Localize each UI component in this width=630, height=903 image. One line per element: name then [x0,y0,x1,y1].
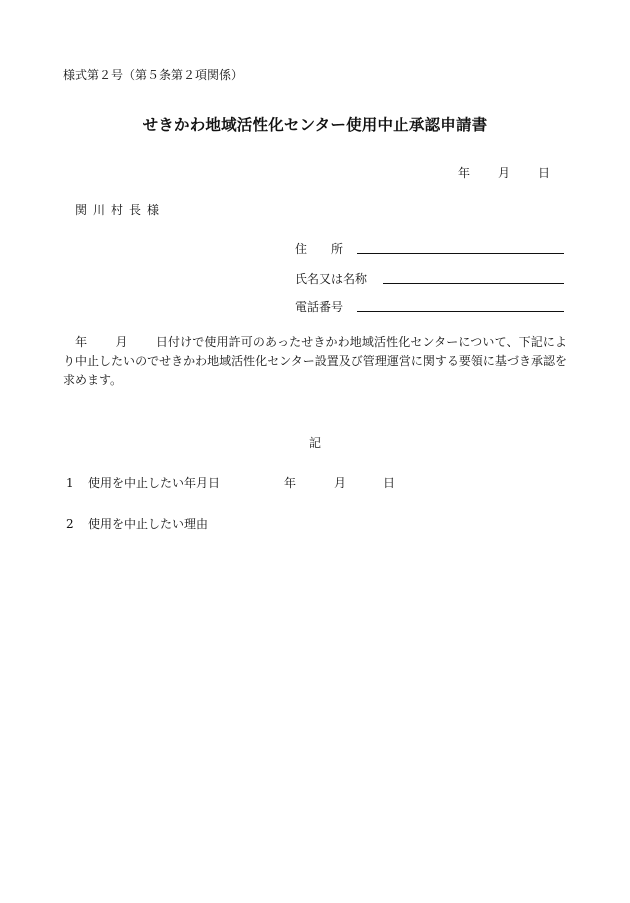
phone-underline[interactable] [357,311,564,312]
body-year-label: 年 [75,335,88,349]
body-month-label: 月 [115,335,128,349]
date-day-label: 日 [537,166,550,180]
form-number: 様式第２号（第５条第２項関係） [63,68,244,82]
item-2-label: 使用を中止したい理由 [88,517,209,531]
address-field [0,240,630,256]
item-1-year-label: 年 [284,476,297,490]
ki-heading: 記 [308,436,321,450]
item-2 [66,515,208,532]
addressee: 関川村長様 [75,203,166,217]
item-2-number: 2 [66,517,74,531]
item-1-number: 1 [66,476,74,490]
item-1-label: 使用を中止したい年月日 [88,476,221,490]
item-1-month-label: 月 [334,476,347,490]
phone-field [0,298,630,314]
date-month-label: 月 [497,166,510,180]
date-year-label: 年 [457,166,470,180]
address-label: 住 所 [295,242,344,256]
submission-date [430,164,550,181]
body-text: 日付けで使用許可のあったせきかわ地域活性化センターについて、下記により中止したいのでせきかわ地域活性化センター設置及び管理運営に関する要領に基づき承認を求めます。 [63,335,567,387]
name-label: 氏名又は名称 [295,272,368,286]
address-underline[interactable] [357,253,564,254]
name-field [0,270,630,286]
item-1 [66,474,220,491]
document-title: せきかわ地域活性化センター使用中止承認申請書 [142,115,488,134]
name-underline[interactable] [383,283,564,284]
item-1-day-label: 日 [383,476,396,490]
request-body-paragraph [63,333,567,390]
phone-label: 電話番号 [295,300,344,314]
